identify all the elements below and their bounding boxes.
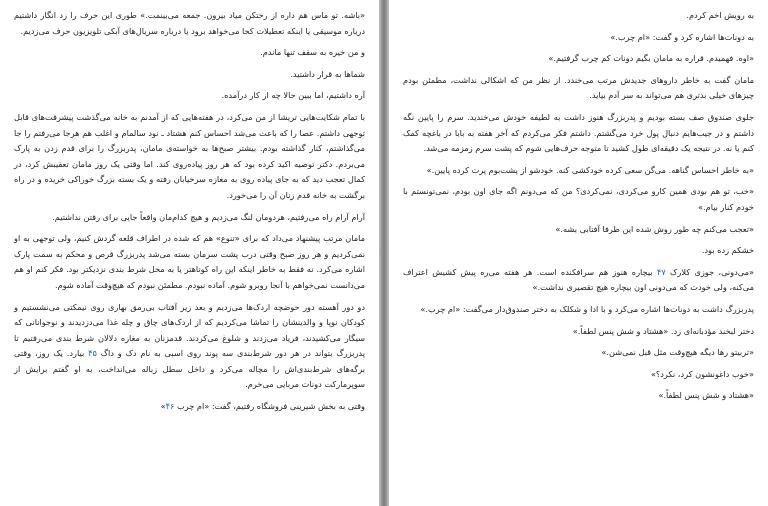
right-page-paragraph: «اوه. فهمیدم. قراره به مامان بگیم دونات کم چرب گرفتیم.» xyxy=(548,53,754,64)
left-page-paragraph: «باشه. تو ماس هم داره از رختکن میاد بیرون. جمعه می‌بینمت.» طوری این حرف را زد انگار داشتیم درباره موسیقی یا اینکه تعطیلات کجا می‌خواهد برود یا درباره سریال‌های آبکی تلویزیون حرف می‌زدیم. xyxy=(14,10,365,36)
right-page-paragraph: «می‌دونی، جوزی کلارک ۴۷ بیچاره هنوز هم سرافکنده است. هر هفته می‌ره پیش کشیش اعتراف می‌کنه، ولی خودت که می‌دونی اون بیچاره هیچ تقصیری نداشت.» xyxy=(403,266,754,293)
right-page-paragraph: جلوی صندوق صف بسته بودیم و پدربزرگ هنوز داشت به لطیفه خودش می‌خندید. سرم را پایین نگه داشتم و در جیب‌هایم دنبال پول خرد می‌گشتم. داشتم فکر می‌کردم که آخر هفته به بابا در باغچه کمک کنم یا نه. در نتیجه یک دقیقه‌ای طول کشید تا متوجه حرف‌هایی شوم که پشت سرم زمزمه می‌شد. xyxy=(403,111,754,154)
right-page-paragraph: به دونات‌ها اشاره کرد و گفت: «ام چرب.» xyxy=(610,31,754,42)
right-page xyxy=(389,0,768,506)
left-page-paragraph: مامان مرتب پیشنهاد می‌داد که برای «تنوع» هم که شده در اطراف قلعه گردش کنیم، ولی توجهی به او نمی‌کردیم و هر روز صبح وقتی درب پشت سرمان بسته می‌شد پدربزرگ قرص و محکم به سمت پارک اشاره می‌کرد. نه فقط به خاطر اینکه این راه کوتاهتر یا به محل شرط بندی نزدیکتر بود. فکر کنم او هم می‌دانست نمی‌خواهم با آنجا روبرو شوم. آماده نبودم. مطمئن نبودم که هیچ‌وقت آماده شوم. xyxy=(14,233,365,290)
footnote-marker[interactable]: ۴۶ xyxy=(165,401,175,412)
book-gutter xyxy=(379,0,389,506)
right-page-paragraph: دختر لبخند مؤدبانه‌ای زد. «هشتاد و شش پنس لطفاً.» xyxy=(572,325,754,336)
right-page-paragraph: خشکم زده بود. xyxy=(701,245,754,256)
left-page-paragraph: وقتی به بخش شیرینی فروشگاه رفتیم، گفت: «ام چرب ۴۶» xyxy=(160,401,365,412)
footnote-marker[interactable]: ۴۷ xyxy=(656,266,666,277)
left-page-paragraph: دو دور آهسته دور حوضچه اردک‌ها می‌زدیم و بعد زیر آفتاب بی‌رمق بهاری روی نیمکتی می‌نشستیم و کودکان نوپا و والدینشان را تماشا می‌کردیم که از اردک‌های چاق و چله غذا می‌دزدیدند و نوجوانانی که سیگار می‌کشیدند، فریاد می‌زدند و شلوغ می‌کردند. قدمزنان به مغازه دلالان شرط بندی می‌رفتیم تا پدربزرگ بتواند در هر دور شرط‌بندی سه پوند روی اسبی به نام دک و داگ ۴۵ بیارد. یک روز، وقتی برگه‌های شرط‌بندی‌اش را مچاله می‌کرد و داخل سطل زباله می‌انداخت، به او گفتم برایش از سوپرمارکت دونات مربایی می‌خرم. xyxy=(14,301,365,390)
right-page-paragraph: پدربزرگ داشت به دونات‌ها اشاره می‌کرد و با ادا و شکلک به دختر صندوق‌دار می‌گفت: «ام چرب.» xyxy=(420,303,754,314)
right-page-text xyxy=(403,8,754,502)
left-page-paragraph: و من خیره به سقف تنها ماندم. xyxy=(260,47,365,58)
left-page-paragraph: شماها به قرار داشتید. xyxy=(290,68,365,79)
right-page-paragraph: مامان گفت به خاطر داروهای جدیدش مرتب می‌خندد. از نظر من که اشکالی نداشت، مطمئن بودم چیزهای خیلی بدتری هم می‌تواند به سر آدم بیاید. xyxy=(403,74,754,101)
left-page-paragraph: آرام آرام راه می‌رفتیم، هردومان لنگ می‌زدیم و هیچ کدام‌مان واقعاً جایی برای رفتن نداشتیم. xyxy=(52,211,365,222)
right-page-paragraph: «خوب داغونشون کرد، نکرد؟» xyxy=(650,368,754,379)
left-page-paragraph: آره داشتیم، اما ببین حالا چه از کار درآمده. xyxy=(221,90,365,101)
left-page-paragraph: با تمام شکایت‌هایی تریشا از من می‌کرد، در هفته‌هایی که از آمدنم به خانه می‌گذشت پیشرفت‌های قابل توجهی داشتم. عصا را که باعث می‌شد احساس کنم هشتاد ـ نود سالمام و اغلب هم هرجا می‌رفتم را جا می‌گذاشتم، کنار گذاشته بودم. بیشتر صبح‌ها به خواسته‌ی مامان، پدربزرگ را برای قدم زدن به پارک می‌بردم. دکتر توصیه اکید کرده بود که هر روز پیاده‌روی کند. اما وقتی یک روز مامان تعقیبش کرد، در کمال تعجب دید که به جای پیاده روی به مغازه سرخیابان رفته و یک بسته بزرگ خوراکی خریده و در راه برگشت به خانه قدم زنان آن را می‌خورد. xyxy=(14,111,365,200)
left-page xyxy=(0,0,379,506)
footnote-marker[interactable]: ۴۵ xyxy=(88,348,97,359)
left-page-text xyxy=(14,8,365,502)
right-page-paragraph: «تعجب می‌کنم چه طور روش شده این طرفا آفتابی بشه.» xyxy=(555,223,754,234)
right-page-paragraph: «به خاطر احساس گناهه. می‌گن سعی کرده خودکشی کنه. خودشو از پشت‌بوم پرت کرده پایین.» xyxy=(426,164,754,175)
right-page-paragraph: «خب، تو هم بودی همین کارو می‌کردی، نمی‌کردی؟ من که می‌دونم اگه جای اون بودم، نمی‌تونستم با خودم کنار بیام.» xyxy=(403,186,754,212)
right-page-paragraph: «هشتاد و شش پنس لطفاً.» xyxy=(658,390,754,401)
right-page-paragraph: به رویش اخم کردم. xyxy=(686,10,754,20)
right-page-paragraph: «تربیتو رها دیگه هیچ‌وقت مثل قبل نمی‌شن.» xyxy=(601,347,754,358)
